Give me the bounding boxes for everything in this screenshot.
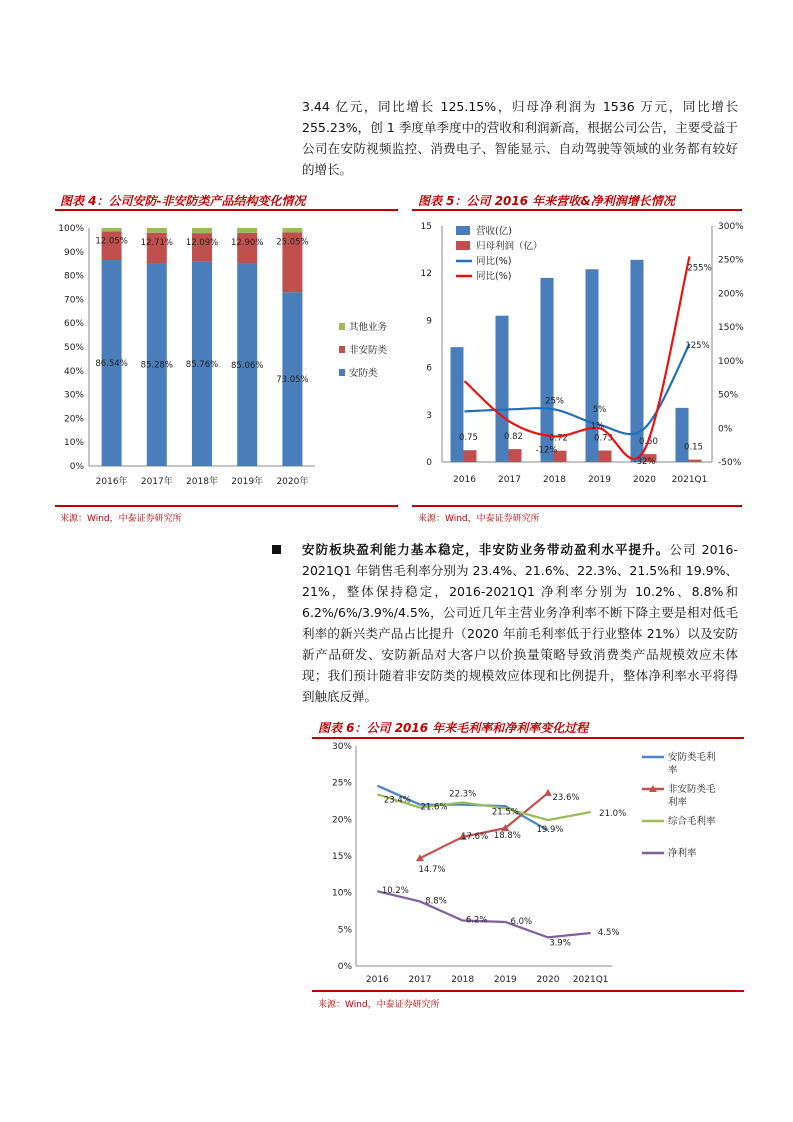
fig5-y-left-tick-label: 3 (426, 410, 432, 421)
fig5-yoy-label: 1% (590, 421, 605, 432)
fig4-data-label: 73.05% (276, 375, 309, 386)
fig4-data-label: 85.28% (140, 360, 174, 371)
fig6-x-tick-label: 2021Q1 (572, 975, 609, 985)
fig5-profit-label: 0.72 (549, 433, 568, 444)
fig4-legend-label: 其他业务 (349, 322, 388, 333)
fig4-bar-other (147, 228, 167, 233)
fig4-y-tick-label: 10% (63, 438, 84, 449)
fig4-y-tick-label: 90% (63, 247, 84, 258)
fig4-y-tick-label: 60% (63, 319, 84, 330)
fig4-legend-label: 非安防类 (349, 345, 388, 356)
fig5-y-left-tick-label: 15 (420, 222, 432, 232)
fig5-yoy-label: -12% (535, 445, 558, 456)
fig4-chart (55, 212, 398, 502)
fig5-legend-label: 同比(%) (476, 271, 512, 282)
fig6-title: 图表 6：公司 2016 年来毛利率和净利率变化过程 (318, 721, 589, 735)
fig6-bottom-rule (312, 990, 744, 992)
fig6-y-tick-label: 25% (331, 778, 352, 789)
fig4-y-tick-label: 100% (58, 224, 84, 234)
fig4-data-label: 86.54% (95, 359, 128, 370)
fig4-x-tick-label: 2018年 (186, 477, 218, 487)
fig5-y-right-tick-label: 200% (718, 289, 744, 300)
fig6-legend-label: 综合毛利率 (668, 816, 716, 827)
fig6-data-label: 21.6% (420, 802, 448, 813)
fig4-x-tick-label: 2017年 (140, 477, 173, 487)
fig4-y-tick-label: 20% (63, 414, 84, 425)
fig5-y-left-tick-label: 9 (426, 316, 432, 327)
fig5-y-right-tick-label: 150% (718, 323, 744, 334)
fig6-data-label: 3.9% (549, 938, 571, 949)
bullet-marker (272, 545, 281, 554)
fig5-profit-label: 0.82 (504, 432, 523, 443)
fig6-x-tick-label: 2020 (536, 975, 560, 985)
fig5-bar-profit (509, 449, 522, 462)
fig5-source: 来源：Wind，中泰证券研究所 (418, 514, 540, 524)
fig6-data-label: 23.6% (552, 792, 580, 803)
fig6-y-tick-label: 20% (331, 815, 352, 826)
fig6-title-rule (312, 737, 744, 739)
fig5-yoy-label: -32% (633, 456, 656, 467)
fig5-bar-revenue (451, 347, 464, 462)
fig5-x-tick-label: 2021Q1 (671, 475, 708, 485)
fig5-y-right-tick-label: 0% (718, 424, 733, 435)
fig4-y-tick-label: 30% (63, 390, 84, 401)
fig4-data-label: 12.90% (230, 237, 264, 248)
fig5-x-tick-label: 2017 (498, 475, 521, 485)
fig6-data-label: 17.6% (461, 831, 489, 842)
fig6-y-tick-label: 0% (337, 962, 352, 972)
fig4-data-label: 85.06% (230, 360, 264, 371)
fig4-legend-label: 安防类 (349, 368, 378, 379)
fig4-data-label: 12.71% (140, 237, 174, 248)
fig5-title-rule (412, 209, 742, 211)
fig6-data-label: 21.5% (491, 807, 519, 818)
fig5-title: 图表 5：公司 2016 年来营收&净利润增长情况 (418, 194, 675, 208)
fig4-title-rule (55, 209, 398, 211)
fig6-data-label: 8.8% (425, 896, 447, 907)
fig4-y-tick-label: 80% (63, 271, 84, 282)
fig5-profit-label: 0.15 (684, 442, 703, 453)
fig4-legend-swatch (339, 369, 345, 376)
bullet-heading: 安防板块盈利能力基本稳定，非安防业务带动盈利水平提升。 (302, 542, 670, 557)
fig6-legend-label: 净利率 (668, 848, 697, 859)
fig6-data-label: 14.7% (418, 865, 446, 876)
fig5-y-left-tick-label: 12 (420, 269, 432, 280)
fig4-x-tick-label: 2020年 (276, 477, 309, 487)
fig4-title: 图表 4：公司安防-非安防类产品结构变化情况 (60, 194, 306, 208)
fig5-yoy-label: 5% (592, 405, 607, 416)
fig5-y-left-tick-label: 0 (426, 458, 432, 468)
fig4-bar-other (237, 228, 257, 233)
fig5-y-right-tick-label: -50% (718, 458, 742, 468)
fig6-source: 来源：Wind，中泰证券研究所 (318, 1000, 440, 1010)
fig6-chart (312, 740, 744, 988)
fig4-source: 来源：Wind，中泰证券研究所 (60, 514, 182, 524)
fig5-legend-label: 归母利润（亿） (476, 241, 543, 252)
fig6-legend-label: 非安防类毛利率 (668, 784, 716, 808)
fig5-y-right-tick-label: 100% (718, 356, 744, 367)
fig4-bar-other (102, 228, 122, 231)
fig5-x-tick-label: 2020 (633, 475, 656, 485)
fig6-x-tick-label: 2018 (451, 975, 475, 985)
fig5-y-right-tick-label: 250% (718, 255, 744, 266)
fig6-y-tick-label: 15% (331, 852, 352, 862)
fig4-x-tick-label: 2019年 (231, 477, 264, 487)
fig5-legend-label: 同比(%) (476, 256, 512, 267)
fig6-y-tick-label: 30% (331, 742, 352, 752)
fig5-x-tick-label: 2019 (588, 475, 611, 485)
fig5-profit-label: 0.50 (639, 437, 658, 448)
fig5-bar-profit (599, 451, 612, 462)
fig6-data-label: 22.3% (449, 789, 477, 800)
fig5-bar-revenue (676, 408, 689, 462)
fig4-y-tick-label: 40% (63, 366, 84, 377)
fig5-x-tick-label: 2016 (453, 475, 476, 485)
fig4-y-tick-label: 50% (63, 343, 84, 353)
fig4-data-label: 12.09% (185, 238, 219, 249)
fig6-marker-triangle (544, 789, 552, 796)
fig5-y-right-tick-label: 300% (718, 222, 744, 232)
fig4-data-label: 25.05% (276, 237, 309, 248)
fig4-data-label: 12.05% (95, 236, 128, 247)
fig4-bottom-rule (55, 505, 398, 507)
fig6-data-label: 6.0% (510, 917, 533, 927)
fig5-profit-label: 0.73 (594, 433, 613, 444)
fig5-bottom-rule (412, 505, 742, 507)
fig6-data-label: 21.0% (599, 809, 627, 819)
fig5-chart (412, 212, 752, 502)
fig5-legend-swatch (456, 241, 470, 250)
fig6-x-tick-label: 2019 (493, 975, 517, 985)
fig5-profit-label: 0.75 (459, 433, 478, 444)
bullet-body: 公司 2016-2021Q1 年销售毛利率分别为 23.4%、21.6%、22.3%、21.5%和 19.9%、21%，整体保持稳定，2016-2021Q1 净利率分别为 10.2%、8.8%和 6.2%/6%/3.9%/4.5%，公司近几年主营业务净利率不断下降主要是相对低毛利率的新兴类产品占比提升（2020 年前毛利率低于行业整体 21%）以及安防新产品研发、安防新品对大客户以价换量策略导致消费类产品规模效应未体现；我们预计随着非安防类的规模效应体现和比例提升，整体净利率水平将得到触底反弹。 (302, 542, 738, 704)
fig4-y-tick-label: 0% (69, 462, 84, 472)
fig5-yoy-label: 255% (687, 263, 712, 274)
fig5-legend-swatch (456, 226, 470, 235)
fig5-y-right-tick-label: 50% (718, 390, 739, 401)
bullet-paragraph (302, 539, 738, 707)
fig4-bar-other (282, 228, 302, 233)
fig4-bar-other (192, 228, 212, 233)
fig6-data-label: 18.8% (493, 831, 521, 842)
fig5-yoy-label: 125% (685, 341, 710, 351)
fig6-y-tick-label: 5% (337, 925, 352, 936)
fig6-legend-label: 安防类毛利率 (668, 752, 716, 776)
fig6-x-tick-label: 2016 (365, 975, 389, 985)
fig5-bar-profit (464, 450, 477, 462)
fig6-x-tick-label: 2017 (408, 975, 432, 985)
fig5-bar-profit (689, 460, 702, 462)
fig4-y-tick-label: 70% (63, 295, 84, 306)
fig4-legend-swatch (339, 323, 345, 330)
fig5-x-tick-label: 2018 (543, 475, 566, 485)
fig6-line-net-margin (377, 891, 590, 937)
fig6-y-tick-label: 10% (331, 888, 352, 899)
fig6-data-label: 19.9% (536, 825, 564, 836)
fig6-data-label: 4.5% (597, 928, 620, 938)
fig6-data-label: 10.2% (381, 886, 409, 897)
fig6-data-label: 23.4% (383, 795, 411, 806)
fig6-data-label: 6.2% (465, 915, 488, 926)
fig5-legend-label: 营收(亿) (476, 226, 512, 237)
intro-paragraph: 3.44 亿元，同比增长 125.15%，归母净利润为 1536 万元，同比增长 255.23%，创 1 季度单季度中的营收和利润新高，根据公司公告，主要受益于公司在安防视频监控、消费电子、智能显示、自动驾驶等领域的业务都有较好的增长。 (302, 99, 738, 177)
fig4-legend-swatch (339, 346, 345, 353)
fig4-data-label: 85.76% (185, 359, 219, 370)
fig5-yoy-label: 25% (545, 396, 564, 407)
fig4-x-tick-label: 2016年 (95, 477, 128, 487)
fig5-y-left-tick-label: 6 (426, 363, 432, 374)
